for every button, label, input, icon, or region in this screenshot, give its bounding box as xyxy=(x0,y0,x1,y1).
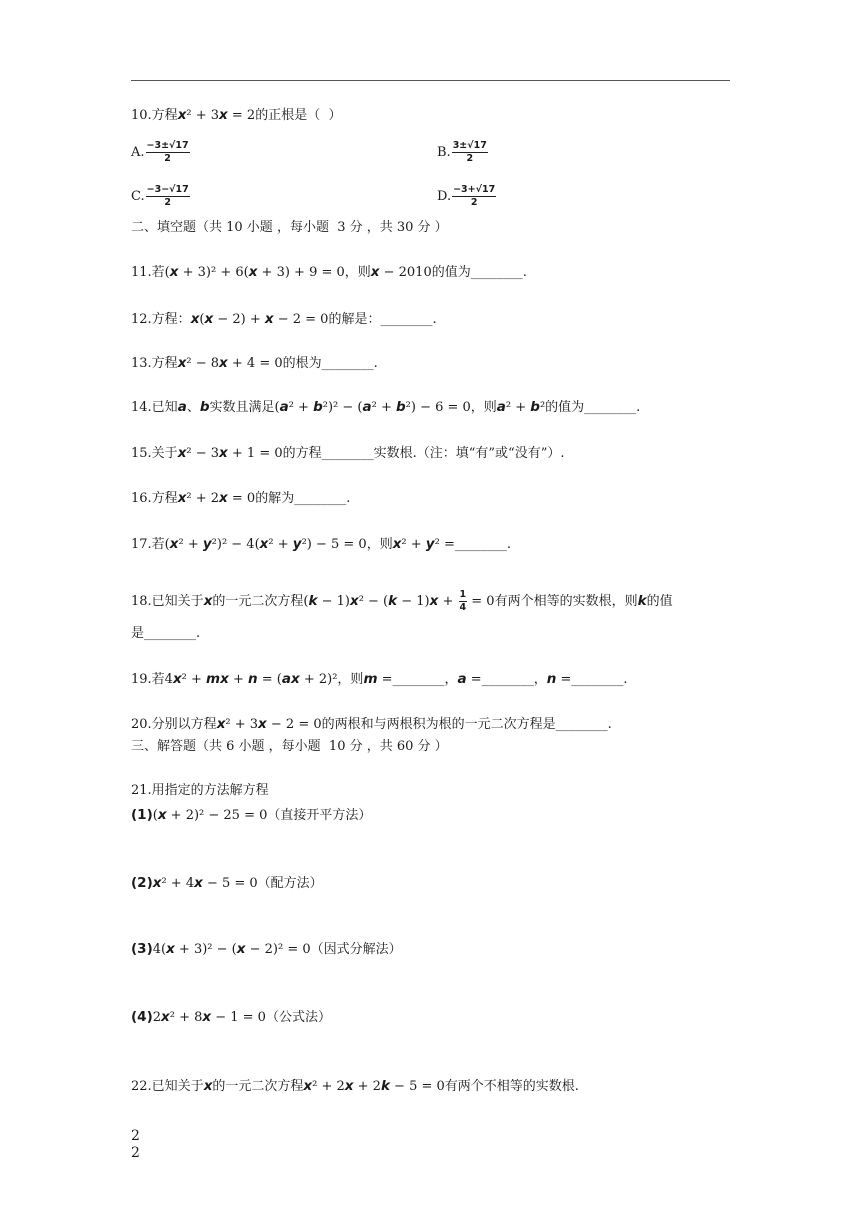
question-21-part-4: (4)2x² + 8x − 1 = 0（公式法） xyxy=(131,1009,331,1025)
question-20: 20.分别以方程x² + 3x − 2 = 0的两根和与两根积为根的一元二次方程是________. xyxy=(131,716,612,732)
option-a: A. $\frac{-3\pm√17}{2}$ xyxy=(131,140,189,164)
question-18: 18.已知关于x的一元二次方程(k − 1)x² − (k − 1)x + $\frac{1}{4}$ = 0有两个相等的实数根，则k的值 xyxy=(131,589,673,613)
question-21-part-1: (1)(x + 2)² − 25 = 0（直接开平方法） xyxy=(131,807,372,823)
option-d: D. $\frac{-3+√17}{2}$ xyxy=(437,184,496,208)
section-heading-fill-in: 二、填空题（共 10 小题 ，每小题 3 分 ，共 30 分 ） xyxy=(131,220,448,235)
question-14: 14.已知a、b实数且满足(a² + b²)² − (a² + b²) − 6 = 0，则a² + b²的值为________. xyxy=(131,399,641,415)
question-21-part-2: (2)x² + 4x − 5 = 0（配方法） xyxy=(131,875,323,891)
header-rule xyxy=(131,80,730,81)
page-number-repeat: 2 xyxy=(131,1145,140,1161)
question-17: 17.若(x² + y²)² − 4(x² + y²) − 5 = 0，则x² + y² =________. xyxy=(131,536,511,552)
question-10: 10.方程x² + 3x = 2的正根是（ ） xyxy=(131,107,342,123)
option-c: C. $\frac{-3-√17}{2}$ xyxy=(131,184,189,208)
question-16: 16.方程x² + 2x = 0的解为________. xyxy=(131,490,351,506)
question-21-part-3: (3)4(x + 3)² − (x − 2)² = 0（因式分解法） xyxy=(131,941,402,957)
option-b: B. $\frac{3\pm√17}{2}$ xyxy=(437,140,487,164)
question-15: 15.关于x² − 3x + 1 = 0的方程________实数根.（注：填“有”或“没有”）. xyxy=(131,445,565,461)
question-19: 19.若4x² + mx + n = (ax + 2)²，则m =________，a =________，n =________. xyxy=(131,671,628,687)
section-heading-answers: 三、解答题（共 6 小题 ，每小题 10 分 ，共 60 分 ） xyxy=(131,739,448,754)
question-22: 22.已知关于x的一元二次方程x² + 2x + 2k − 5 = 0有两个不相等的实数根. xyxy=(131,1078,579,1094)
question-11: 11.若(x + 3)² + 6(x + 3) + 9 = 0，则x − 2010的值为________. xyxy=(131,264,527,280)
question-21: 21.用指定的方法解方程 xyxy=(131,783,269,798)
question-13: 13.方程x² − 8x + 4 = 0的根为________. xyxy=(131,355,378,371)
question-18-cont: 是________. xyxy=(131,626,201,641)
question-12: 12.方程：x(x − 2) + x − 2 = 0的解是：________. xyxy=(131,311,437,327)
page-number: 2 xyxy=(131,1128,140,1144)
